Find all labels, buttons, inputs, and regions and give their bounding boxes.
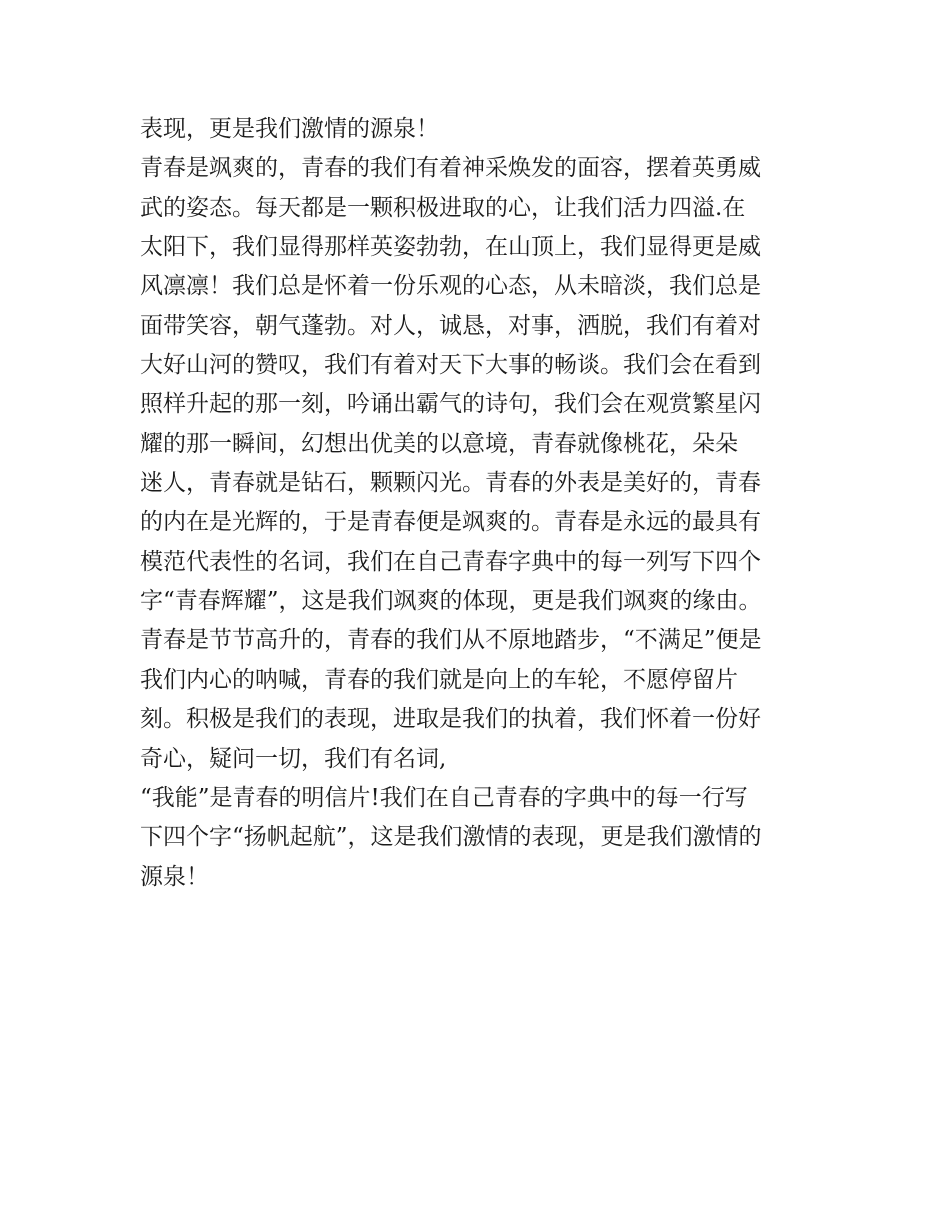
- text-line: 字“青春辉耀”，这是我们飒爽的体现，更是我们飒爽的缘由。: [140, 588, 762, 615]
- body-text: [140, 110, 820, 897]
- text-line: 源泉！: [140, 863, 209, 890]
- text-line: 青春是节节高升的，青春的我们从不原地踏步，“不满足”便是: [140, 627, 762, 654]
- text-line: 青春是飒爽的，青春的我们有着神采焕发的面容，摆着英勇威: [140, 155, 761, 182]
- text-line: “我能”是青春的明信片!我们在自己青春的字典中的每一行写: [140, 784, 748, 811]
- text-line: 迷人，青春就是钻石，颗颗闪光。青春的外表是美好的，青春: [140, 470, 761, 497]
- text-line: 的内在是光辉的，于是青春便是飒爽的。青春是永远的最具有: [140, 509, 761, 536]
- text-line: 风凛凛！我们总是怀着一份乐观的心态，从未暗淡，我们总是: [140, 273, 761, 300]
- text-line: 耀的那一瞬间，幻想出优美的以意境，青春就像桃花，朵朵: [140, 430, 738, 457]
- text-line: 模范代表性的名词，我们在自己青春字典中的每一列写下四个: [140, 548, 761, 575]
- text-line: 下四个字“扬帆起航”，这是我们激情的表现，更是我们激情的: [140, 824, 762, 851]
- text-line: 照样升起的那一刻，吟诵出霸气的诗句，我们会在观赏繁星闪: [140, 391, 761, 418]
- text-line: 大好山河的赞叹，我们有着对天下大事的畅谈。我们会在看到: [140, 352, 761, 379]
- text-line: 奇心，疑问一切，我们有名词,: [140, 745, 447, 772]
- text-line: 太阳下，我们显得那样英姿勃勃，在山顶上，我们显得更是威: [140, 234, 761, 261]
- text-line: 表现，更是我们激情的源泉！: [140, 116, 439, 142]
- text-line: 我们内心的呐喊，青春的我们就是向上的车轮，不愿停留片: [140, 666, 738, 693]
- text-line: 面带笑容，朝气蓬勃。对人，诚恳，对事，洒脱，我们有着对: [140, 312, 761, 339]
- text-line: 刻。积极是我们的表现，进取是我们的执着，我们怀着一份好: [140, 706, 761, 733]
- text-line: 武的姿态。每天都是一颗积极进取的心，让我们活力四溢.在: [140, 194, 746, 221]
